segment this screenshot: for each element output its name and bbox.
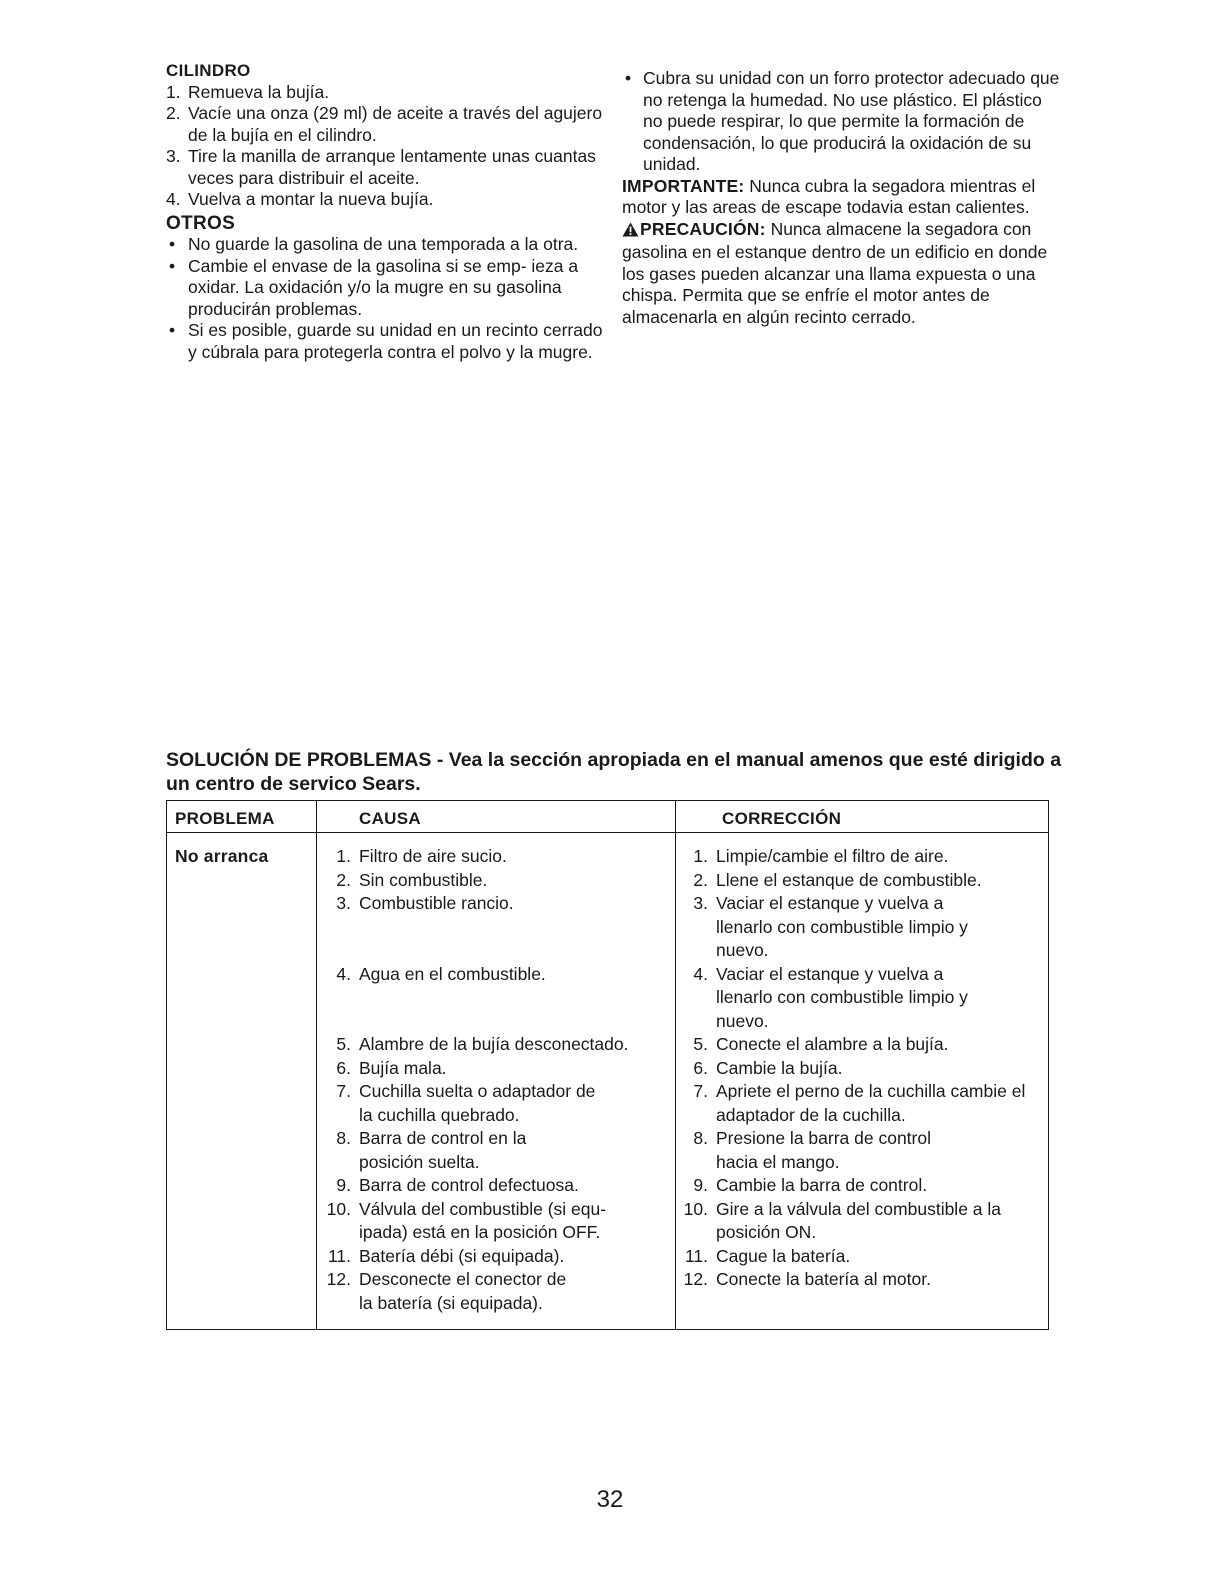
causes-cell bbox=[325, 845, 670, 1315]
table-row: 12. Desconecte el conector de la batería (si equipada). bbox=[326, 1269, 567, 1313]
table-row: 7. Apriete el perno de la cuchilla cambie el adaptador de la cuchilla. bbox=[693, 1081, 1026, 1125]
precaucion-label: PRECAUCIÓN: bbox=[640, 218, 766, 239]
list-item: • No guarde la gasolina de una temporada a la otra. bbox=[169, 234, 579, 254]
header-divider bbox=[167, 832, 1048, 833]
column-divider bbox=[316, 801, 317, 1329]
table-row: 12. Conecte la batería al motor. bbox=[683, 1269, 931, 1289]
otros-heading: OTROS bbox=[166, 212, 236, 234]
table-row: 1. Filtro de aire sucio. bbox=[336, 846, 507, 866]
corrections-cell bbox=[682, 845, 1044, 1292]
list-item: • Si es posible, guarde su unidad en un recinto cerrado y cúbrala para protegerla contra el polvo y la mugre. bbox=[169, 320, 603, 362]
list-item: • Cubra su unidad con un forro protector adecuado que no retenga la humedad. No use plástico. El plástico no puede respirar, lo que permite la formación de condensación, lo que producirá la oxidación de su unidad. bbox=[625, 68, 1060, 174]
table-row: 11. Cague la batería. bbox=[684, 1245, 851, 1266]
page-number: 32 bbox=[596, 1486, 624, 1513]
table-row: 6. Bujía mala. bbox=[336, 1057, 447, 1078]
table-row: 9. Cambie la barra de control. bbox=[693, 1175, 928, 1195]
table-row: 4. Vaciar el estanque y vuelva a llenarlo con combustible limpio y nuevo. bbox=[693, 963, 968, 1031]
cilindro-heading: CILINDRO bbox=[166, 61, 251, 80]
table-row: 10. Válvula del combustible (si equ- ipada) está en la posición OFF. bbox=[326, 1198, 607, 1242]
importante-label: IMPORTANTE: bbox=[622, 175, 745, 196]
table-row: 1. Limpie/cambie el filtro de aire. bbox=[693, 846, 949, 866]
problem-cell: No arranca bbox=[175, 846, 269, 866]
troubleshooting-table bbox=[166, 800, 1049, 1330]
table-row: 8. Presione la barra de control hacia el mango. bbox=[693, 1128, 931, 1172]
table-row: 3. Vaciar el estanque y vuelva a llenarlo con combustible limpio y nuevo. bbox=[693, 893, 968, 960]
precaucion-text: Nunca almacene la segadora con gasolina en el estanque dentro de un edificio en donde los gases pueden alcanzar una llama expuesta o una chispa. Permita que se enfríe el motor antes de almacenarla en algún recinto cerrado. bbox=[622, 218, 1048, 327]
table-row: 7. Cuchilla suelta o adaptador de la cuchilla quebrado. bbox=[336, 1081, 596, 1125]
table-row: 6. Cambie la bujía. bbox=[693, 1057, 843, 1078]
table-row: 8. Barra de control en la posición suelta. bbox=[336, 1128, 527, 1172]
list-item: • Cambie el envase de la gasolina si se emp- ieza a oxidar. La oxidación y/o la mugre en su gasolina producirán problemas. bbox=[169, 255, 579, 319]
list-item: 1. Remueva la bujía. bbox=[166, 81, 330, 102]
causes-list bbox=[325, 845, 670, 1315]
troubleshooting-title: SOLUCIÓN DE PROBLEMAS - Vea la sección apropiada en el manual amenos que esté dirigido a un centro de servico Sears. bbox=[166, 749, 1062, 795]
right-column bbox=[622, 68, 1062, 328]
table-row: 5. Conecte el alambre a la bujía. bbox=[693, 1034, 949, 1054]
table-row: 2. Sin combustible. bbox=[336, 869, 488, 890]
bullet-icon: • bbox=[169, 320, 176, 340]
list-item: 4. Vuelva a montar la nueva bujía. bbox=[166, 189, 434, 209]
table-row: 9. Barra de control defectuosa. bbox=[336, 1175, 579, 1195]
bullet-icon: • bbox=[169, 234, 176, 254]
table-row: 2. Llene el estanque de combustible. bbox=[693, 869, 982, 890]
precaucion-note bbox=[622, 219, 1062, 329]
header-problema: PROBLEMA bbox=[175, 809, 275, 828]
table-row: 5. Alambre de la bujía desconectado. bbox=[336, 1034, 629, 1054]
warning-icon bbox=[622, 221, 639, 243]
left-column bbox=[166, 60, 606, 363]
table-row: 10. Gire a la válvula del combustible a la posición ON. bbox=[683, 1198, 1002, 1242]
corrections-list bbox=[682, 845, 1044, 1292]
importante-note bbox=[622, 176, 1062, 219]
header-correccion: CORRECCIÓN bbox=[722, 809, 842, 828]
otros-bullets bbox=[166, 234, 606, 363]
column-divider bbox=[675, 801, 676, 1329]
list-item: 2. Vacíe una onza (29 ml) de aceite a través del agujero de la bujía en el cilindro. bbox=[166, 103, 603, 145]
cover-bullet bbox=[622, 68, 1062, 176]
importante-text: Nunca cubra la segadora mientras el motor y las areas de escape todavia estan calientes. bbox=[622, 175, 1036, 217]
bullet-icon: • bbox=[169, 255, 176, 276]
cilindro-steps bbox=[166, 82, 606, 211]
table-row: 11. Batería débi (si equipada). bbox=[327, 1245, 565, 1266]
header-causa: CAUSA bbox=[359, 809, 421, 828]
list-item: 3. Tire la manilla de arranque lentamente unas cuantas veces para distribuir el aceite. bbox=[166, 146, 596, 188]
table-row: 3. Combustible rancio. bbox=[336, 893, 514, 913]
bullet-icon: • bbox=[625, 68, 632, 88]
table-row: 4. Agua en el combustible. bbox=[336, 963, 546, 984]
